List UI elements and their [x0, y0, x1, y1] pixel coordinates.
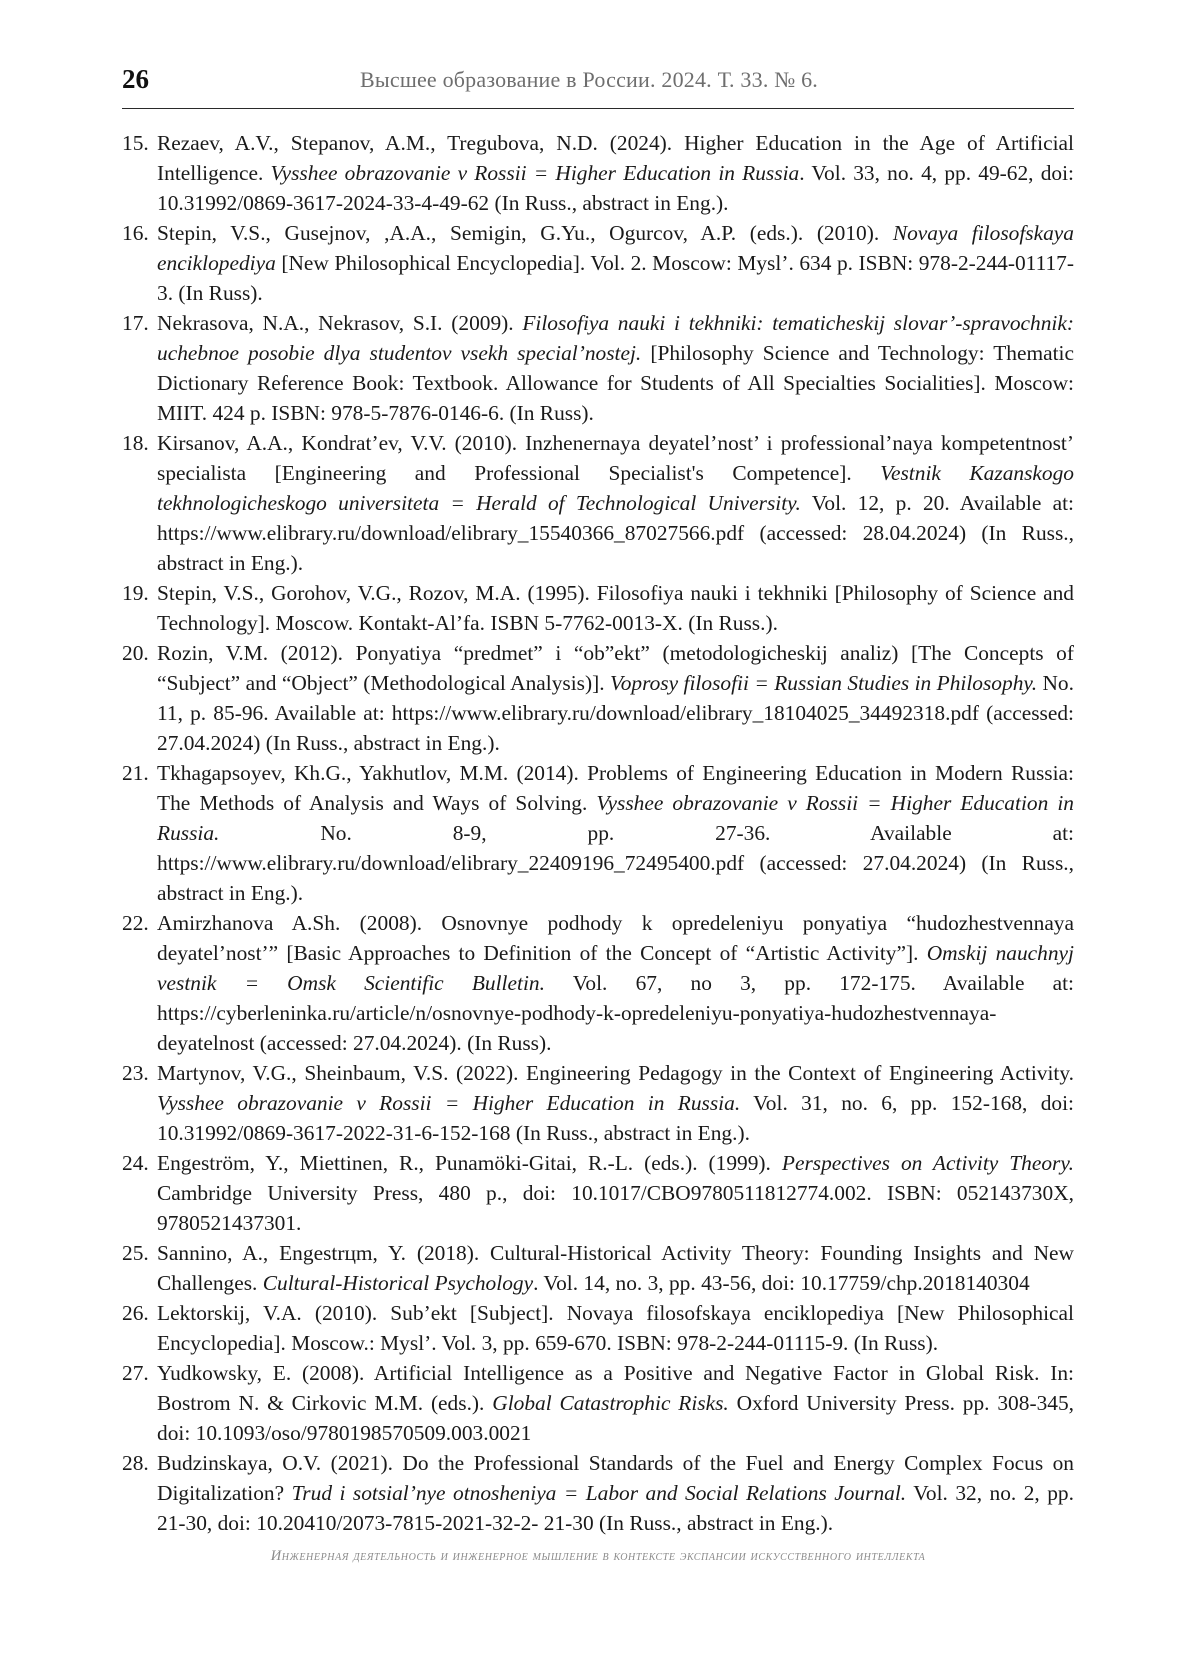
reference-item [122, 1238, 1074, 1298]
page-number: 26 [122, 64, 149, 94]
reference-details: . Vol. 14, no. 3, pp. 43-56, doi: 10.17759/chp.2018140304 [533, 1271, 1030, 1295]
reference-text: Stepin, V.S., Gorohov, V.G., Rozov, M.A. (1995). Filosofiya nauki i tekhniki [Philosophy of Science and Technology]. Moscow. Kontakt-Al’fa. ISBN 5-7762-0013-X. (In Russ.). [157, 581, 1074, 635]
reference-source: Global Catastrophic Risks. [492, 1391, 729, 1415]
reference-source: Trud i sotsial’nye otnosheniya = Labor and Social Relations Journal. [291, 1481, 907, 1505]
reference-details: No. 11, p. 85-96. Available at: https://www.elibrary.ru/download/elibrary_18104025_34492318.pdf (accessed: 27.04.2024) (In Russ., abstract in Eng.). [157, 671, 1074, 755]
reference-details: Vol. 31, no. 6, pp. 152-168, doi: 10.31992/0869-3617-2022-31-6-152-168 (In Russ., abstract in Eng.). [157, 1091, 1074, 1145]
reference-text: Budzinskaya, O.V. (2021). Do the Professional Standards of the Fuel and Energy Complex Focus on Digitalization? [157, 1451, 1074, 1505]
reference-text: Engeström, Y., Miettinen, R., Punamöki-Gitai, R.-L. (eds.). (1999). [157, 1151, 782, 1175]
reference-item [122, 1448, 1074, 1538]
running-footer: Инженерная деятельность и инженерное мышление в контексте экспансии искусственного интеллекта [270, 1548, 926, 1564]
reference-text: Sannino, A., Engestrцm, Y. (2018). Cultural-Historical Activity Theory: Founding Insights and New Challenges. [157, 1241, 1074, 1295]
reference-details: Vol. 67, no 3, pp. 172-175. Available at: https://cyberleninka.ru/article/n/osnovnye-podhody-k-opredeleniyu-ponyatiya-hudozhestvennaya-deyatelnost (accessed: 27.04.2024). (In Russ). [157, 971, 1074, 1055]
reference-source: Perspectives on Activity Theory. [781, 1151, 1075, 1175]
reference-number: 26. [122, 1301, 149, 1325]
reference-item [122, 758, 1074, 908]
reference-details: Vol. 32, no. 2, pp. 21-30, doi: 10.20410/2073-7815-2021-32-2- 21-30 (In Russ., abstract in Eng.). [157, 1481, 1074, 1535]
reference-number: 20. [122, 641, 149, 665]
reference-source: Vestnik Kazanskogo tekhnologicheskogo universiteta = Herald of Technological University. [157, 461, 1074, 515]
reference-item [122, 308, 1074, 428]
reference-text: Lektorskij, V.A. (2010). Sub’ekt [Subject]. Novaya filosofskaya enciklopediya [New Philosophical Encyclopedia]. Moscow.: Mysl’. Vol. 3, pp. 659-670. ISBN: 978-2-244-01115-9. (In Russ). [157, 1301, 1074, 1355]
reference-item [122, 218, 1074, 308]
reference-number: 16. [122, 221, 149, 245]
reference-details: [Philosophy Science and Technology: Thematic Dictionary Reference Book: Textbook. Allowance for Students of All Specialties Socialities]. Moscow: MIIT. 424 p. ISBN: 978-5-7876-0146-6. (In Russ). [157, 341, 1074, 425]
reference-number: 17. [122, 311, 149, 335]
reference-text: Kirsanov, A.A., Kondrat’ev, V.V. (2010). Inzhenernaya deyatel’nost’ i professional’naya kompetentnost’ specialista [Engineering and Professional Specialist's Competence]. [157, 431, 1074, 485]
reference-number: 18. [122, 431, 149, 455]
reference-item [122, 1298, 1074, 1358]
reference-details: Vol. 12, p. 20. Available at: https://www.elibrary.ru/download/elibrary_15540366_87027566.pdf (accessed: 28.04.2024) (In Russ., abstract in Eng.). [157, 491, 1074, 575]
reference-item [122, 1358, 1074, 1448]
reference-number: 21. [122, 761, 149, 785]
reference-source: Cultural-Historical Psychology [262, 1271, 534, 1295]
reference-text: Stepin, V.S., Gusejnov, ,A.A., Semigin, G.Yu., Ogurcov, A.P. (eds.). (2010). [157, 221, 893, 245]
reference-text: Tkhagapsoyev, Kh.G., Yakhutlov, M.M. (2014). Problems of Engineering Education in Modern Russia: The Methods of Analysis and Ways of Solving. [157, 761, 1074, 815]
reference-source: Vysshee obrazovanie v Rossii = Higher Education in Russia. [157, 1091, 741, 1115]
reference-source: Omskij nauchnyj vestnik = Omsk Scientific Bulletin. [157, 941, 1074, 995]
reference-source: Novaya filosofskaya enciklopediya [157, 221, 1074, 275]
reference-text: Yudkowsky, E. (2008). Artificial Intelligence as a Positive and Negative Factor in Global Risk. In: Bostrom N. & Cirkovic M.M. (eds.). [157, 1361, 1074, 1415]
reference-details: Oxford University Press. pp. 308-345, doi: 10.1093/oso/9780198570509.003.0021 [157, 1391, 1074, 1445]
reference-number: 19. [122, 581, 149, 605]
reference-source: Filosofiya nauki i tekhniki: tematicheskij slovar’-spravochnik: uchebnoe posobie dlya studentov vsekh special’nostej. [157, 311, 1074, 365]
reference-item [122, 1058, 1074, 1148]
reference-item [122, 578, 1074, 638]
reference-number: 28. [122, 1451, 149, 1475]
reference-number: 27. [122, 1361, 149, 1385]
reference-details: [New Philosophical Encyclopedia]. Vol. 2. Moscow: Mysl’. 634 p. ISBN: 978-2-244-01117-3. (In Russ). [157, 251, 1074, 305]
reference-number: 22. [122, 911, 149, 935]
reference-text: Amirzhanova A.Sh. (2008). Osnovnye podhody k opredeleniyu ponyatiya “hudozhestvennaya deyatel’nost’” [Basic Approaches to Definition of the Concept of “Artistic Activity”]. [157, 911, 1074, 965]
reference-details: No. 8-9, pp. 27-36. Available at: https://www.elibrary.ru/download/elibrary_22409196_72495400.pdf (accessed: 27.04.2024) (In Russ., abstract in Eng.). [157, 821, 1074, 905]
reference-number: 15. [122, 131, 149, 155]
reference-text: Rezaev, A.V., Stepanov, A.M., Tregubova, N.D. (2024). Higher Education in the Age of Artificial Intelligence. [157, 131, 1074, 185]
reference-item [122, 428, 1074, 578]
reference-source: Voprosy filosofii = Russian Studies in Philosophy. [610, 671, 1038, 695]
reference-number: 25. [122, 1241, 149, 1265]
reference-number: 23. [122, 1061, 149, 1085]
journal-title: Высшее образование в России. 2024. Т. 33. № 6. [360, 67, 819, 92]
reference-text: Martynov, V.G., Sheinbaum, V.S. (2022). Engineering Pedagogy in the Context of Engineering Activity. [157, 1061, 1074, 1085]
reference-details: . Vol. 33, no. 4, pp. 49-62, doi: 10.31992/0869-3617-2024-33-4-49-62 (In Russ., abstract in Eng.). [157, 161, 1074, 215]
reference-details: Cambridge University Press, 480 p., doi: 10.1017/CBO9780511812774.002. ISBN: 052143730X, 9780521437301. [157, 1181, 1074, 1235]
reference-text: Nekrasova, N.A., Nekrasov, S.I. (2009). [157, 311, 523, 335]
reference-text: Rozin, V.M. (2012). Ponyatiya “predmet” i “ob”ekt” (metodologicheskij analiz) [The Concepts of “Subject” and “Object” (Methodological Analysis)]. [157, 641, 1074, 695]
reference-source: Vysshee obrazovanie v Rossii = Higher Education in Russia. [157, 791, 1074, 845]
reference-number: 24. [122, 1151, 149, 1175]
reference-item [122, 128, 1074, 218]
reference-item [122, 908, 1074, 1058]
reference-item [122, 638, 1074, 758]
reference-source: Vysshee obrazovanie v Rossii = Higher Education in Russia [270, 161, 800, 185]
reference-list [122, 128, 1074, 1538]
page-header [122, 62, 1074, 109]
reference-item [122, 1148, 1074, 1238]
